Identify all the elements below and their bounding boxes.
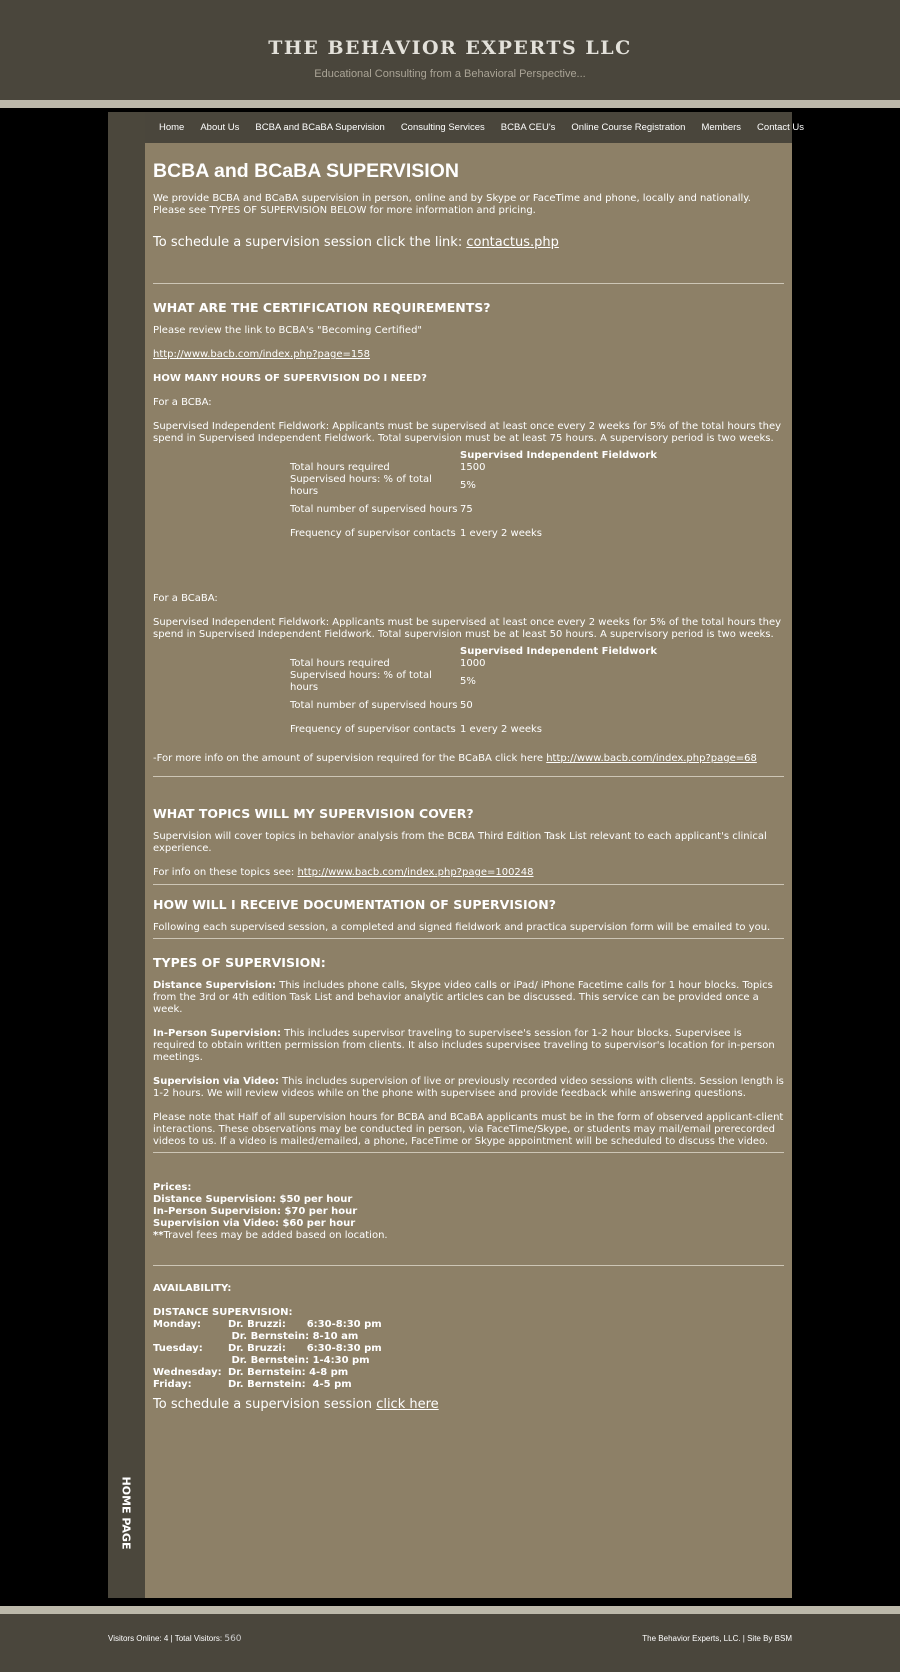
topics-info-line <box>153 867 784 879</box>
site-title: THE BEHAVIOR EXPERTS LLC <box>268 37 632 59</box>
travel-fee-marker: ** <box>153 1230 164 1241</box>
nav-item-bcba-ceus[interactable]: BCBA CEU's <box>500 122 556 133</box>
topics-heading: WHAT TOPICS WILL MY SUPERVISION COVER? <box>153 806 474 821</box>
availability-row <box>153 1343 784 1355</box>
nav-item-contact-us[interactable]: Contact Us <box>757 122 805 133</box>
intro-text: We provide BCBA and BCaBA supervision in person, online and by Skype or FaceTime and phone, locally and nationally. Please see TYPES OF SUPERVISION BELOW for more information and pricing. <box>153 193 751 216</box>
table-row-value: 5% <box>460 676 476 687</box>
site-footer <box>0 1614 900 1672</box>
table-row-value: 50 <box>460 700 473 711</box>
page-title: BCBA and BCaBA SUPERVISION <box>153 160 459 182</box>
availability-entry: Dr. Bruzzi: 6:30-8:30 pm <box>228 1319 382 1330</box>
table-row-label: Frequency of supervisor contacts <box>290 724 456 735</box>
main-content-panel <box>145 112 805 1598</box>
section-divider <box>153 1265 784 1266</box>
bcba-fieldwork-description: Supervised Independent Fieldwork: Applicants must be supervised at least once every 2 weeks for 5% of the total hours they spend in Supervised Independent Fieldwork. Total supervision must be at least 75 hours. A supervisory period is two weeks. <box>153 421 782 444</box>
site-header <box>0 0 900 100</box>
observation-note: Please note that Half of all supervision hours for BCBA and BCaBA applicants must be in the form of observed applicant-client interactions. These observations may be conducted in person, via FaceTime/Skype, or students may mail/email prerecorded videos to us. If a video is mailed/emailed, a phone, FaceTime or Skype appointment will be scheduled to discuss the video. <box>153 1112 784 1147</box>
nav-item-online-course-registration[interactable]: Online Course Registration <box>571 122 686 133</box>
schedule-session-bottom-text: To schedule a supervision session <box>153 1397 377 1412</box>
task-list-link[interactable]: http://www.bacb.com/index.php?page=100248 <box>297 867 534 878</box>
bcba-requirements-table <box>290 450 657 546</box>
availability-row <box>153 1319 784 1331</box>
price-distance: Distance Supervision: $50 per hour <box>153 1194 353 1205</box>
bcaba-more-info-text: -For more info on the amount of supervision required for the BCaBA click here <box>153 753 547 764</box>
hours-heading: HOW MANY HOURS OF SUPERVISION DO I NEED? <box>153 373 427 384</box>
home-page-sidebar-link[interactable]: HOME PAGE <box>119 1476 133 1550</box>
table-header: Supervised Independent Fieldwork <box>460 450 657 461</box>
topics-text: Supervision will cover topics in behavior analysis from the BCBA Third Edition Task List relevant to each applicant's clinical experience. <box>153 831 767 854</box>
distance-supervision-title: Distance Supervision: <box>153 980 277 991</box>
types-heading: TYPES OF SUPERVISION: <box>153 955 326 970</box>
left-sidebar <box>108 112 145 1598</box>
video-supervision-description <box>153 1076 784 1100</box>
bcaba-label: For a BCaBA: <box>153 593 218 604</box>
visitor-counter <box>108 1634 242 1644</box>
table-row-label: Total hours required <box>290 462 390 473</box>
distance-supervision-description <box>153 980 784 1016</box>
availability-day: Monday: <box>153 1319 202 1330</box>
bcba-label: For a BCBA: <box>153 397 212 408</box>
availability-entry: Dr. Bernstein: 4-5 pm <box>228 1379 352 1390</box>
section-divider <box>153 884 784 885</box>
table-row-label: Frequency of supervisor contacts <box>290 528 456 539</box>
table-row-value: 1 every 2 weeks <box>460 528 542 539</box>
table-row-label: Total number of supervised hours <box>290 504 458 515</box>
bcaba-requirements-table <box>290 646 657 742</box>
table-row-label: Supervised hours: % of total hours <box>290 670 432 693</box>
schedule-session-text: To schedule a supervision session click the link: <box>153 235 467 250</box>
availability-day: Friday: <box>153 1379 192 1390</box>
topics-info-text: For info on these topics see: <box>153 867 298 878</box>
nav-item-about-us[interactable]: About Us <box>200 122 240 133</box>
footer-divider-stripe <box>0 1606 900 1614</box>
availability-entry: Dr. Bruzzi: 6:30-8:30 pm <box>228 1343 382 1354</box>
contact-page-link[interactable]: contactus.php <box>466 235 559 250</box>
availability-day: Tuesday: <box>153 1343 203 1354</box>
prices-heading: Prices: <box>153 1182 192 1193</box>
section-divider <box>153 938 784 939</box>
section-divider <box>153 776 784 777</box>
header-divider-stripe <box>0 100 900 108</box>
footer-credits: The Behavior Experts, LLC. | Site By BSM <box>642 1634 792 1643</box>
availability-day <box>153 1331 228 1343</box>
table-row-value: 1500 <box>460 462 486 473</box>
price-video: Supervision via Video: $60 per hour <box>153 1218 356 1229</box>
nav-item-home[interactable]: Home <box>159 122 185 133</box>
in-person-supervision-text: This includes supervisor traveling to supervisee's session for 1-2 hour blocks. Supervisee is required to obtain written permission from clients. It also includes supervisee traveling to supervisor's location for in-person meetings. <box>153 1028 775 1063</box>
table-row-label: Total hours required <box>290 658 390 669</box>
table-row-label: Total number of supervised hours <box>290 700 458 711</box>
availability-day <box>153 1355 228 1367</box>
becoming-certified-text: Please review the link to BCBA's "Becoming Certified" <box>153 325 423 336</box>
availability-row <box>153 1379 784 1391</box>
section-divider <box>153 283 784 284</box>
distance-availability-heading: DISTANCE SUPERVISION: <box>153 1307 293 1318</box>
main-navigation <box>145 112 805 143</box>
nav-item-consulting-services[interactable]: Consulting Services <box>400 122 485 133</box>
availability-row <box>153 1331 784 1343</box>
video-supervision-title: Supervision via Video: <box>153 1076 279 1087</box>
video-supervision-text: This includes supervision of live or previously recorded video sessions with clients. Session length is 1-2 hours. We will review videos while on the phone with supervisee and provide feedback while answering questions. <box>153 1076 784 1099</box>
nav-item-members[interactable]: Members <box>701 122 742 133</box>
becoming-certified-link[interactable]: http://www.bacb.com/index.php?page=158 <box>153 349 370 360</box>
documentation-heading: HOW WILL I RECEIVE DOCUMENTATION OF SUPERVISION? <box>153 897 556 912</box>
table-header: Supervised Independent Fieldwork <box>460 646 657 657</box>
schedule-click-here-link[interactable]: click here <box>376 1397 439 1412</box>
site-subtitle: Educational Consulting from a Behavioral Perspective... <box>314 68 586 80</box>
availability-entry: Dr. Bernstein: 1-4:30 pm <box>228 1355 370 1366</box>
travel-fee-note <box>153 1230 784 1242</box>
availability-heading: AVAILABILITY: <box>153 1283 232 1294</box>
requirements-heading: WHAT ARE THE CERTIFICATION REQUIREMENTS? <box>153 300 491 315</box>
schedule-session-bottom-line <box>153 1397 784 1413</box>
in-person-supervision-description <box>153 1028 784 1064</box>
schedule-session-line <box>153 235 784 251</box>
documentation-text: Following each supervised session, a completed and signed fieldwork and practica supervision form will be emailed to you. <box>153 922 771 933</box>
visitor-counter-label: Visitors Online: 4 | Total Visitors: <box>108 1634 225 1643</box>
table-row-value: 1000 <box>460 658 486 669</box>
total-visitors-count: 560 <box>224 1634 242 1644</box>
bcaba-more-info-link[interactable]: http://www.bacb.com/index.php?page=68 <box>546 753 757 764</box>
bcaba-fieldwork-description: Supervised Independent Fieldwork: Applicants must be supervised at least once every 2 weeks for 5% of the total hours they spend in Supervised Independent Fieldwork. Total supervision must be at least 50 hours. A supervisory period is two weeks. <box>153 617 782 640</box>
nav-item-supervision[interactable]: BCBA and BCaBA Supervision <box>255 122 385 133</box>
section-divider <box>153 1152 784 1153</box>
table-row-label: Supervised hours: % of total hours <box>290 474 432 497</box>
travel-fee-text: Travel fees may be added based on location. <box>163 1230 388 1241</box>
in-person-supervision-title: In-Person Supervision: <box>153 1028 281 1039</box>
table-row-value: 75 <box>460 504 473 515</box>
availability-entry: Dr. Bernstein: 8-10 am <box>228 1331 359 1342</box>
distance-supervision-text: This includes phone calls, Skype video calls or iPad/ iPhone Facetime calls for 1 hour blocks. Topics from the 3rd or 4th edition Task List and behavior analytic articles can be discussed. This service can be provided once a week. <box>153 980 773 1015</box>
table-row-value: 1 every 2 weeks <box>460 724 542 735</box>
bcaba-more-info-line <box>153 753 784 765</box>
article-body <box>153 160 784 1413</box>
availability-row <box>153 1355 784 1367</box>
availability-row <box>153 1367 784 1379</box>
availability-day: Wednesday: <box>153 1367 222 1378</box>
table-row-value: 5% <box>460 480 476 491</box>
price-in-person: In-Person Supervision: $70 per hour <box>153 1206 358 1217</box>
availability-entry: Dr. Bernstein: 4-8 pm <box>228 1367 349 1378</box>
